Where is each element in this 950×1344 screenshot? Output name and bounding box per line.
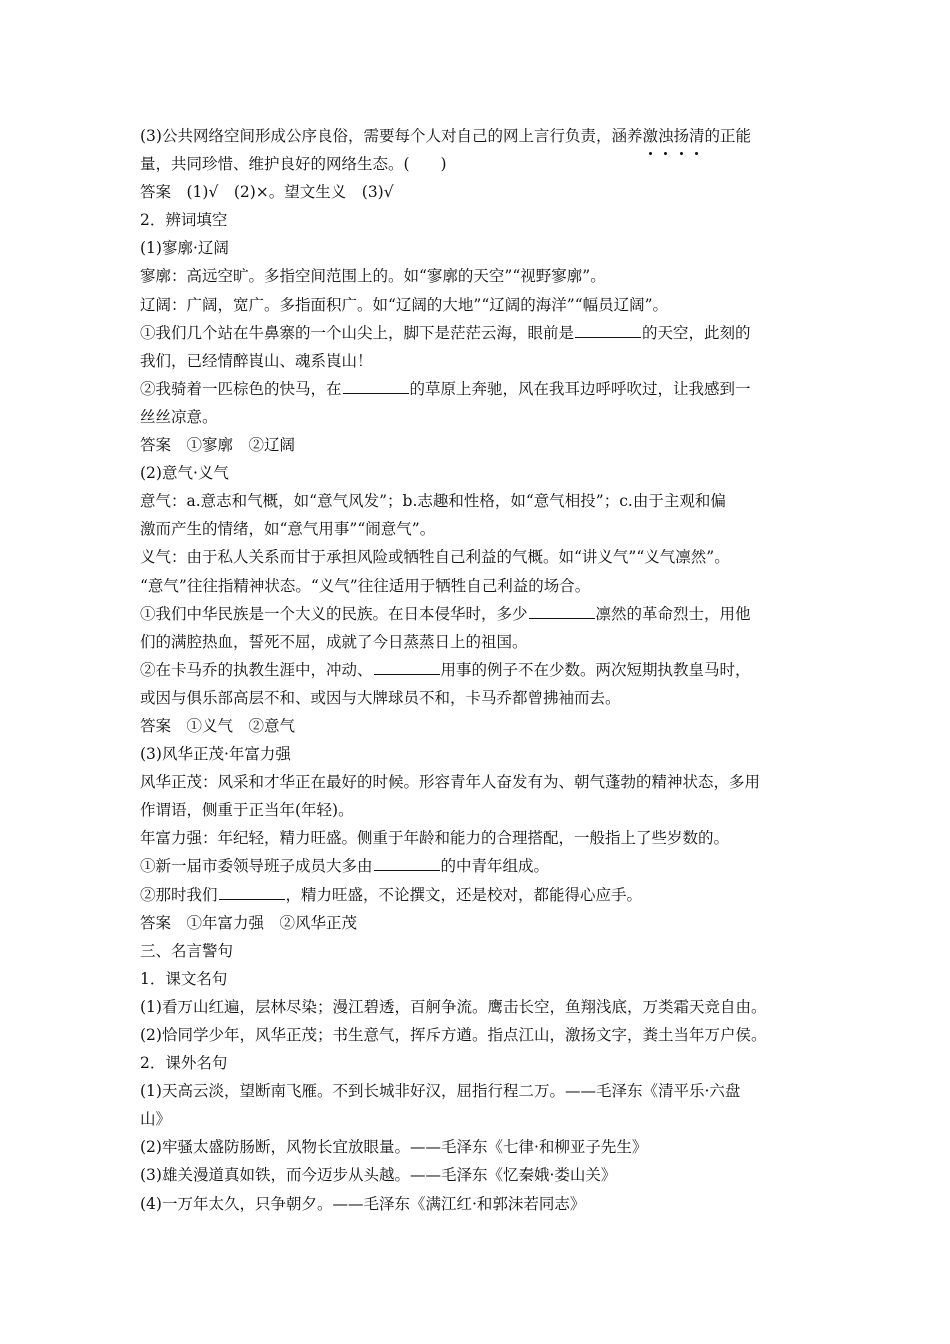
text-line xyxy=(140,347,812,375)
text-run: 1．课文名句 xyxy=(140,969,228,988)
text-run: 三、名言警句 xyxy=(140,941,234,960)
text-run: 我们，已经情醉崀山、魂系崀山！ xyxy=(140,351,373,370)
text-line xyxy=(140,1021,812,1049)
text-run: 量，共同珍惜、维护良好的网络生态。( ) xyxy=(140,155,447,174)
text-line xyxy=(140,1190,812,1218)
text-line xyxy=(140,881,812,909)
text-run: 用事的例子不在少数。两次短期执教皇马时， xyxy=(440,660,751,679)
text-line xyxy=(140,459,812,487)
fill-in-blank xyxy=(219,884,285,900)
text-line xyxy=(140,796,812,824)
text-line xyxy=(140,487,812,515)
text-run: (2)牢骚太盛防肠断，风物长宜放眼量。——毛泽东《七律·和柳亚子先生》 xyxy=(140,1138,648,1157)
emphasis-char: 激 xyxy=(642,122,658,150)
emphasis-char: 浊 xyxy=(658,122,674,150)
text-run: 答案 ①义气 ②意气 xyxy=(140,716,296,735)
text-line xyxy=(140,1133,812,1161)
text-run: 的天空，此刻的 xyxy=(642,323,751,342)
text-run: ①新一届市委领导班子成员大多由 xyxy=(140,857,373,876)
text-run: ②那时我们 xyxy=(140,885,218,904)
text-run: 2．辨词填空 xyxy=(140,211,228,230)
text-run: (2)意气·义气 xyxy=(140,464,229,483)
text-line xyxy=(140,515,812,543)
text-run: ①我们几个站在牛鼻寨的一个山尖上，脚下是茫茫云海，眼前是 xyxy=(140,323,575,342)
text-line xyxy=(140,319,812,347)
text-line xyxy=(140,572,812,600)
text-run: 的正能 xyxy=(704,127,752,145)
text-run: 凛然的革命烈士，用他 xyxy=(595,604,751,623)
text-run: ，精力旺盛，不论撰文，还是校对，都能得心应手。 xyxy=(285,885,643,904)
text-run: ②在卡马乔的执教生涯中，冲动、 xyxy=(140,660,373,679)
fill-in-blank xyxy=(374,659,440,675)
text-run: (1)寥廓·辽阔 xyxy=(140,239,229,258)
text-run: ②我骑着一匹棕色的快马，在 xyxy=(140,379,342,398)
text-run: 激而产生的情绪，如“意气用事”“闹意气”。 xyxy=(140,520,436,539)
text-run: 义气：由于私人关系而甘于承担风险或牺牲自己利益的气概。如“讲义气”“义气凛然”。 xyxy=(140,548,730,567)
text-run: ①我们中华民族是一个大义的民族。在日本侵华时，多少 xyxy=(140,604,528,623)
text-run: 风华正茂：风采和才华正在最好的时候。形容青年人奋发有为、朝气蓬勃的精神状态，多用 xyxy=(140,773,761,792)
text-line xyxy=(140,937,812,965)
text-run: 作谓语，侧重于正当年(年轻)。 xyxy=(140,801,354,820)
document-page xyxy=(140,122,812,1218)
text-line xyxy=(140,768,812,796)
text-run: 山》 xyxy=(140,1110,172,1129)
text-run: 答案 ①寥廓 ②辽阔 xyxy=(140,436,296,455)
text-line xyxy=(140,628,812,656)
text-line xyxy=(140,375,812,403)
text-line xyxy=(140,712,812,740)
text-line xyxy=(140,852,812,880)
text-run: (3)公共网络空间形成公序良俗，需要每个人对自己的网上言行负责，涵养 xyxy=(140,127,643,145)
fill-in-blank xyxy=(343,378,409,394)
text-line xyxy=(140,178,812,206)
text-line xyxy=(140,824,812,852)
text-line xyxy=(140,600,812,628)
text-line xyxy=(140,1161,812,1189)
text-run: “意气”往往指精神状态。“义气”往往适用于牺牲自己利益的场合。 xyxy=(140,576,591,595)
emphasis-char: 扬 xyxy=(674,122,690,150)
text-line xyxy=(140,122,812,150)
text-line xyxy=(140,656,812,684)
text-line xyxy=(140,1049,812,1077)
text-run: 意气：a.意志和气概，如“意气风发”；b.志趣和性格，如“意气相投”；c.由于主观和偏 xyxy=(140,492,726,511)
text-line xyxy=(140,684,812,712)
text-line xyxy=(140,262,812,290)
text-run: 年富力强：年纪轻，精力旺盛。侧重于年龄和能力的合理搭配，一般指上了些岁数的。 xyxy=(140,829,730,848)
text-run: 寥廓：高远空旷。多指空间范围上的。如“寥廓的天空”“视野寥廓”。 xyxy=(140,267,606,286)
text-line xyxy=(140,965,812,993)
text-run: 答案 ①年富力强 ②风华正茂 xyxy=(140,913,358,932)
text-line xyxy=(140,993,812,1021)
text-line xyxy=(140,1077,812,1105)
text-line xyxy=(140,431,812,459)
text-run: 的草原上奔驰，风在我耳边呼呼吹过，让我感到一 xyxy=(409,379,751,398)
emphasis-char: 清 xyxy=(689,122,705,150)
text-run: (1)天高云淡，望断南飞雁。不到长城非好汉，屈指行程二万。——毛泽东《清平乐·六盘 xyxy=(140,1082,741,1101)
text-line xyxy=(140,403,812,431)
text-line xyxy=(140,206,812,234)
text-run: (3)风华正茂·年富力强 xyxy=(140,745,291,764)
text-line xyxy=(140,291,812,319)
fill-in-blank xyxy=(575,322,641,338)
fill-in-blank xyxy=(529,603,595,619)
text-run: (4)一万年太久，只争朝夕。——毛泽东《满江红·和郭沫若同志》 xyxy=(140,1194,586,1213)
fill-in-blank xyxy=(374,855,440,871)
text-line xyxy=(140,909,812,937)
text-run: 们的满腔热血，誓死不屈，成就了今日蒸蒸日上的祖国。 xyxy=(140,632,528,651)
text-run: (1)看万山红遍，层林尽染；漫江碧透，百舸争流。鹰击长空，鱼翔浅底，万类霜天竞自由。 xyxy=(140,997,767,1016)
text-run: 丝丝凉意。 xyxy=(140,407,218,426)
text-line xyxy=(140,234,812,262)
text-line xyxy=(140,150,812,178)
text-run: 答案 (1)√ (2)×。望文生义 (3)√ xyxy=(140,183,394,202)
text-run: 辽阔：广阔，宽广。多指面积广。如“辽阔的大地”“辽阔的海洋”“幅员辽阔”。 xyxy=(140,295,669,314)
text-run: (2)恰同学少年，风华正茂；书生意气，挥斥方遒。指点江山，激扬文字，粪土当年万户侯。 xyxy=(140,1026,767,1044)
text-line xyxy=(140,543,812,571)
text-line xyxy=(140,1105,812,1133)
text-line xyxy=(140,740,812,768)
text-run: (3)雄关漫道真如铁，而今迈步从头越。——毛泽东《忆秦娥·娄山关》 xyxy=(140,1166,617,1185)
text-run: 或因与俱乐部高层不和、或因与大牌球员不和，卡马乔都曾拂袖而去。 xyxy=(140,688,621,707)
text-run: 的中青年组成。 xyxy=(440,857,550,876)
text-run: 2．课外名句 xyxy=(140,1054,228,1073)
